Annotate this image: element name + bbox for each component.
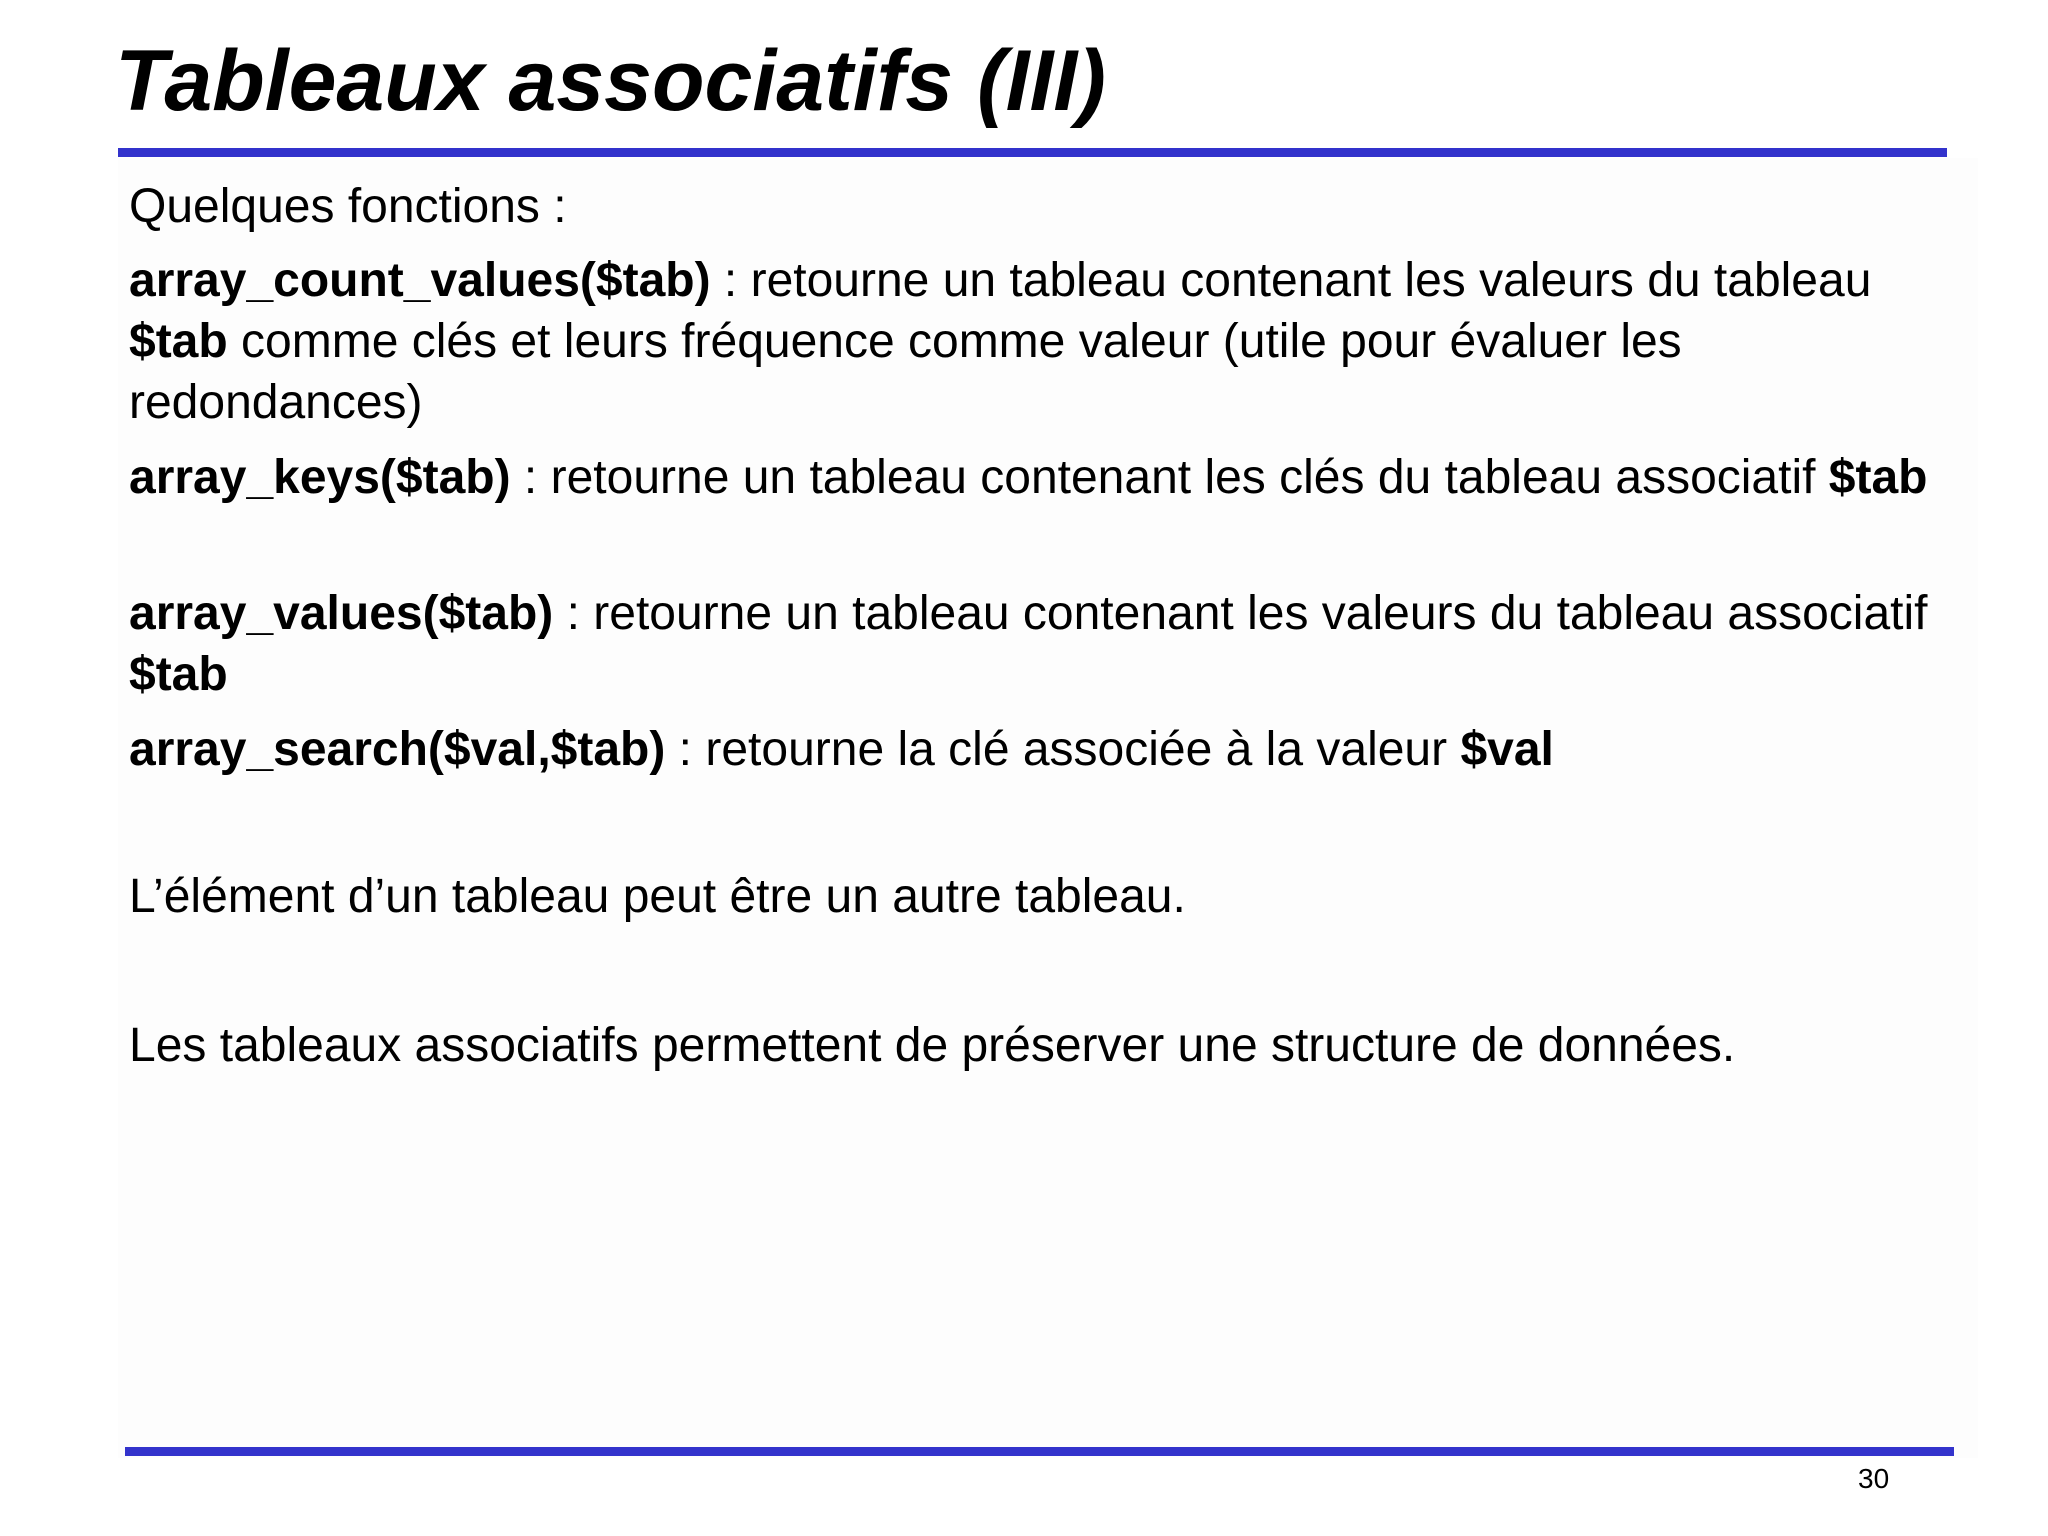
function-variable: $tab — [129, 315, 228, 368]
footer-rule — [125, 1447, 1954, 1456]
title-underline — [118, 148, 1947, 157]
function-item-array-search — [129, 719, 1959, 780]
function-variable: $tab — [129, 648, 228, 701]
function-name: array_count_values($tab) — [129, 254, 711, 307]
function-variable: $val — [1460, 723, 1554, 776]
note-nested-arrays: L’élément d’un tableau peut être un autre tableau. — [129, 870, 1186, 923]
page-number: 30 — [1858, 1463, 1890, 1494]
function-description: : retourne un tableau contenant les valeurs du tableau associatif — [553, 587, 1928, 640]
function-description: : retourne un tableau contenant les valeurs du tableau — [710, 254, 1872, 307]
function-item-array-keys — [129, 447, 1959, 508]
function-description-continued: comme clés et leurs fréquence comme valeur (utile pour évaluer les redondances) — [129, 315, 1682, 429]
slide-title: Tableaux associatifs (III) — [115, 33, 1106, 129]
function-description: : retourne un tableau contenant les clés du tableau associatif — [510, 451, 1829, 504]
function-item-array-count-values — [129, 250, 1959, 433]
function-description: : retourne la clé associée à la valeur — [665, 723, 1461, 776]
function-name: array_keys($tab) — [129, 451, 511, 504]
intro-label: Quelques fonctions : — [129, 180, 567, 233]
function-item-array-values — [129, 583, 1959, 705]
function-variable: $tab — [1828, 451, 1928, 504]
intro-text — [129, 176, 1959, 237]
note-data-structure: Les tableaux associatifs permettent de préserver une structure de données. — [129, 1019, 1736, 1072]
function-name: array_search($val,$tab) — [129, 723, 666, 776]
function-name: array_values($tab) — [129, 587, 554, 640]
